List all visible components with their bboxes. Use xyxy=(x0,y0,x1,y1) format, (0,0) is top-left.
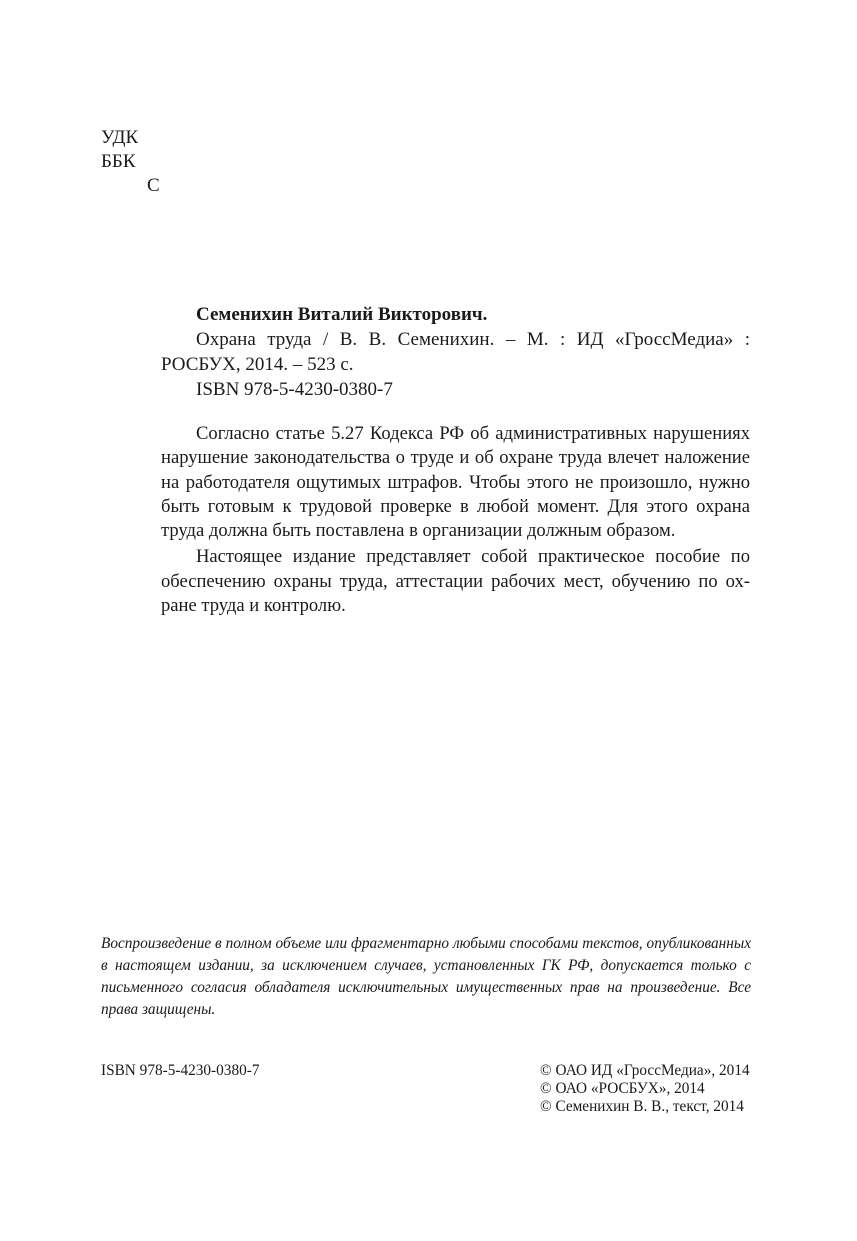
annotation-paragraph-1: Согласно статье 5.27 Кодекса РФ об административных нарушениях нарушение законодательства о труде и об охране труда влечет наложение на работодателя ощутимых штрафов. Чтобы этого не произошло, нужно быть готовым к трудовой проверке в любой момент. Для этого охрана труда должна быть поставлена в организации должным образом. xyxy=(161,423,750,542)
bbk-label: ББК xyxy=(101,151,136,172)
copyright-block xyxy=(540,1062,750,1116)
udk-label: УДК xyxy=(101,127,139,148)
title-line: Охрана труда / В. В. Семенихин. – М. : ИД «ГроссМедиа» : РОСБУХ, 2014. – 523 с. xyxy=(161,329,750,375)
annotation xyxy=(161,422,750,618)
copyright-line: © ОАО «РОСБУХ», 2014 xyxy=(540,1080,705,1097)
author-name: Семенихин Виталий Викторович. xyxy=(196,304,488,325)
rights-notice: Воспроизведение в полном объеме или фрагментарно любыми способами текстов, опубликованных в настоящем издании, за исключением случаев, установленных ГК РФ, допускается только с письменного согласия обладателя исключительных имущественных прав на произведение. Все права защищены. xyxy=(101,935,751,1018)
footer-isbn: ISBN 978-5-4230-0380-7 xyxy=(101,1062,260,1079)
copyright-line: © Семенихин В. В., текст, 2014 xyxy=(540,1098,744,1115)
record-isbn: ISBN 978-5-4230-0380-7 xyxy=(196,379,393,400)
author-mark: С xyxy=(147,175,160,196)
copyright-line: © ОАО ИД «ГроссМедиа», 2014 xyxy=(540,1062,750,1079)
classification-block xyxy=(101,126,160,198)
annotation-paragraph-2: Настоящее издание представляет собой практическое пособие по обеспечению охраны труда, аттестации рабочих мест, обучению по охране труда и контролю. xyxy=(161,546,750,617)
bibliographic-record xyxy=(161,302,750,402)
